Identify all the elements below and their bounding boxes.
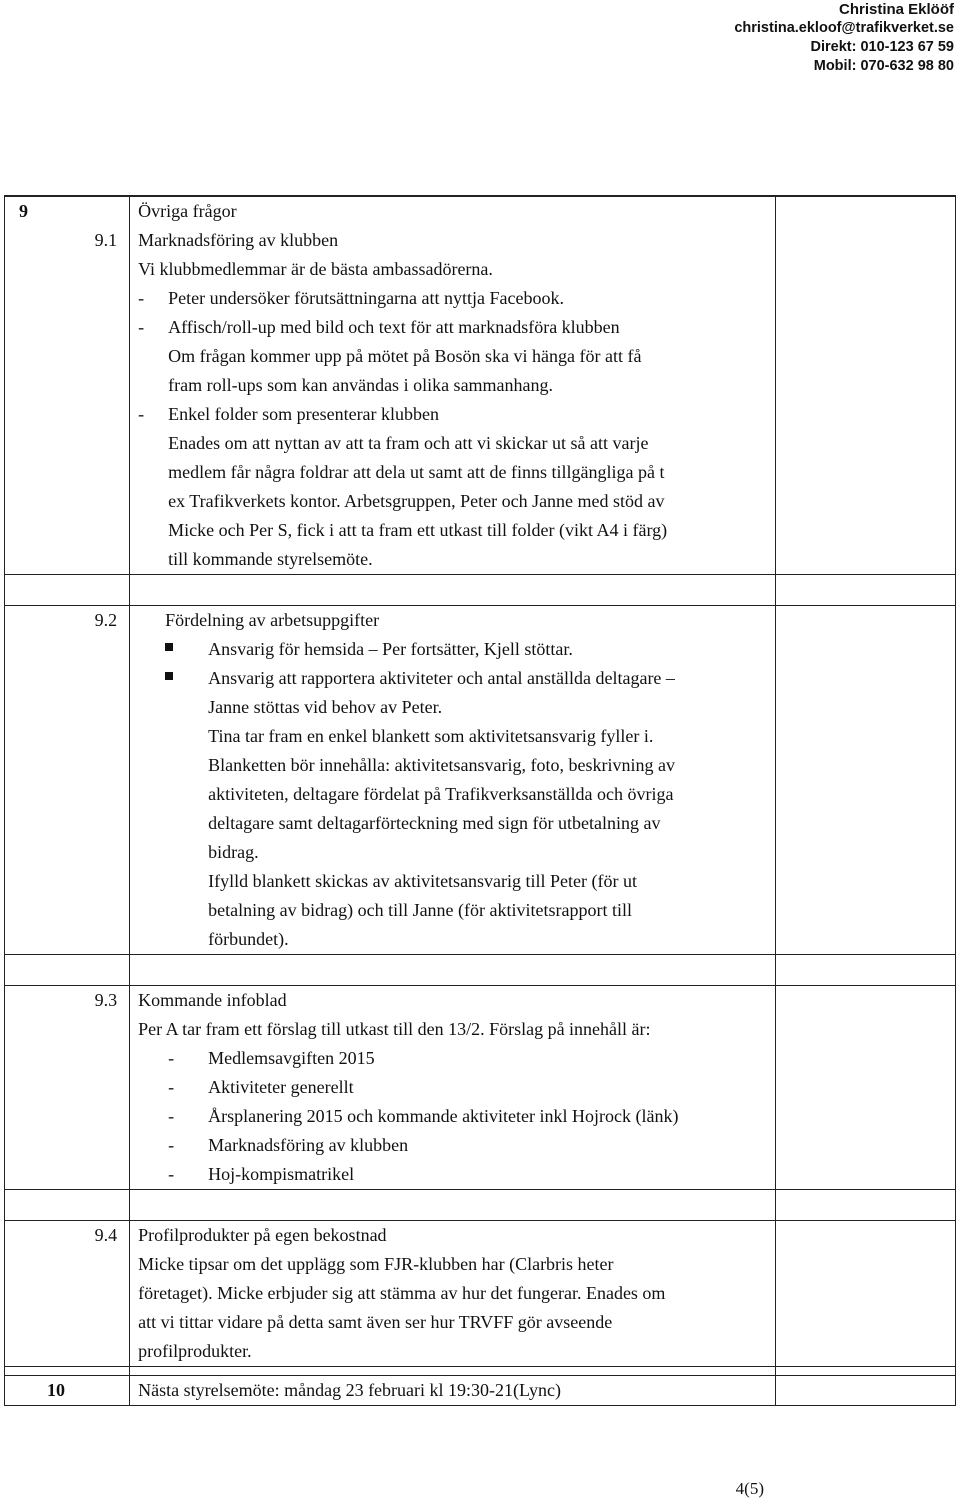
item-text: bidrag. [208, 842, 259, 862]
item-text: Tina tar fram en enkel blankett som aktivitetsansvarig fyller i. [208, 726, 654, 746]
item-text: Micke tipsar om det upplägg som FJR-klubben har (Clarbris heter [138, 1254, 614, 1274]
dash-item: - Hoj-kompismatrikel [168, 1164, 355, 1184]
item-text: profilprodukter. [138, 1341, 252, 1361]
item-text: till kommande styrelsemöte. [168, 549, 373, 569]
item-title: Kommande infoblad [138, 990, 287, 1010]
item-number: 9.1 [94, 230, 118, 250]
square-bullet-item: Ansvarig för hemsida – Per fortsätter, Kjell stöttar. [138, 635, 769, 664]
page-number: 4(5) [735, 1479, 764, 1498]
dash-item: - Medlemsavgiften 2015 [168, 1048, 375, 1068]
section-10-row [5, 1376, 956, 1406]
item-text: Enades om att nyttan av att ta fram och att vi skickar ut så att varje [168, 433, 649, 453]
section-number: 10 [47, 1380, 65, 1400]
dash-item: - Affisch/roll-up med bild och text för att marknadsföra klubben [138, 317, 620, 337]
item-text: Ifylld blankett skickas av aktivitetsansvarig till Peter (för ut [208, 871, 638, 891]
item-number: 9.4 [94, 1225, 118, 1245]
section-number: 9 [19, 201, 28, 221]
spacer-row [5, 955, 956, 986]
note-cell [775, 196, 955, 575]
note-cell [775, 606, 955, 955]
item-text: Vi klubbmedlemmar är de bästa ambassadörerna. [138, 259, 493, 279]
section-number-cell [5, 1376, 130, 1406]
item-title: Marknadsföring av klubben [138, 230, 339, 250]
section-content-cell [130, 1221, 776, 1367]
item-text: fram roll-ups som kan användas i olika sammanhang. [168, 375, 554, 395]
dash-item: - Enkel folder som presenterar klubben [138, 404, 440, 424]
section-9-row [5, 196, 956, 575]
item-text: aktiviteten, deltagare fördelat på Trafikverksanställda och övriga [208, 784, 674, 804]
item-text: betalning av bidrag) och till Janne (för aktivitetsrapport till [208, 900, 633, 920]
sender-header [654, 0, 954, 76]
section-number-cell [5, 986, 130, 1190]
section-title: Nästa styrelsemöte: måndag 23 februari kl 19:30-21(Lync) [138, 1380, 562, 1400]
sender-direct-phone: Direkt: 010-123 67 59 [810, 39, 954, 55]
note-cell [775, 1376, 955, 1406]
item-title: Fördelning av arbetsuppgifter [165, 610, 380, 630]
sender-name: Christina Eklööf [838, 1, 954, 18]
item-text: medlem får några foldrar att dela ut samt att de finns tillgängliga på t [168, 462, 665, 482]
spacer-row [5, 575, 956, 606]
item-text: Om frågan kommer upp på mötet på Bosön ska vi hänga för att få [168, 346, 642, 366]
section-content-cell [130, 196, 776, 575]
item-text: deltagare samt deltagarförteckning med sign för utbetalning av [208, 813, 661, 833]
note-cell [775, 1221, 955, 1367]
item-text: företaget). Micke erbjuder sig att stämma av hur det fungerar. Enades om [138, 1283, 666, 1303]
item-number: 9.2 [94, 610, 118, 630]
item-number: 9.3 [94, 990, 118, 1010]
dash-item: - Aktiviteter generellt [168, 1077, 354, 1097]
section-title: Övriga frågor [138, 201, 237, 221]
square-bullet-icon [138, 664, 208, 693]
minutes-table [4, 195, 956, 1406]
section-content-cell [130, 1376, 776, 1406]
item-9-4-row [5, 1221, 956, 1367]
item-text: Per A tar fram ett förslag till utkast till den 13/2. Förslag på innehåll är: [138, 1019, 651, 1039]
sender-mobile-phone: Mobil: 070-632 98 80 [813, 58, 954, 74]
spacer-row [5, 1367, 956, 1376]
item-text: Blanketten bör innehålla: aktivitetsansvarig, foto, beskrivning av [208, 755, 676, 775]
note-cell [775, 986, 955, 1190]
section-content-cell [130, 606, 776, 955]
item-text: Micke och Per S, fick i att ta fram ett utkast till folder (vikt A4 i färg) [168, 520, 668, 540]
item-title: Profilprodukter på egen bekostnad [138, 1225, 387, 1245]
item-text: ex Trafikverkets kontor. Arbetsgruppen, Peter och Janne med stöd av [168, 491, 665, 511]
dash-item: - Årsplanering 2015 och kommande aktiviteter inkl Hojrock (länk) [168, 1106, 679, 1126]
section-content-cell [130, 986, 776, 1190]
item-text: Janne stöttas vid behov av Peter. [208, 697, 443, 717]
section-number-cell [5, 196, 130, 575]
section-number-cell [5, 606, 130, 955]
dash-item: - Marknadsföring av klubben [168, 1135, 409, 1155]
dash-item: - Peter undersöker förutsättningarna att nyttja Facebook. [138, 288, 565, 308]
item-text: att vi tittar vidare på detta samt även ser hur TRVFF gör avseende [138, 1312, 613, 1332]
item-9-3-row [5, 986, 956, 1190]
section-number-cell [5, 1221, 130, 1367]
sender-email: christina.ekloof@trafikverket.se [734, 20, 954, 36]
square-bullet-item: Ansvarig att rapportera aktiviteter och antal anställda deltagare – [138, 664, 769, 693]
spacer-row [5, 1190, 956, 1221]
item-9-2-row [5, 606, 956, 955]
item-text: förbundet). [208, 929, 289, 949]
square-bullet-icon [138, 635, 208, 664]
